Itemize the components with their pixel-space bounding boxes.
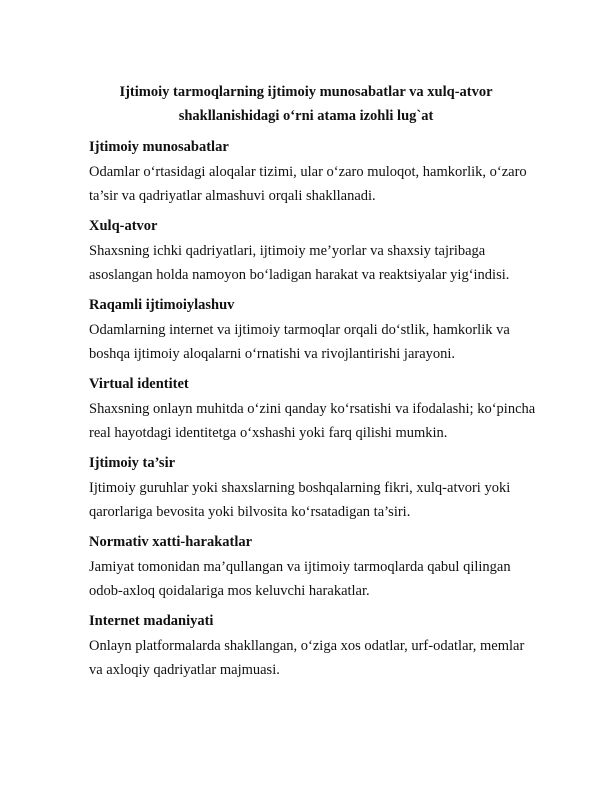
definition-line: va axloqiy qadriyatlar majmuasi. <box>89 662 280 678</box>
glossary-definition <box>89 397 536 445</box>
glossary-entry <box>89 215 529 287</box>
definition-line: boshqa ijtimoiy aloqalarni o‘rnatishi va rivojlantirishi jarayoni. <box>89 346 456 362</box>
title-line-2: shakllanishidagi o‘rni atama izohli lug`at <box>178 108 434 124</box>
glossary-entry <box>89 610 529 682</box>
page-title <box>0 80 612 128</box>
glossary-definition <box>89 476 529 524</box>
glossary-term: Raqamli ijtimoiylashuv <box>89 297 235 313</box>
glossary-term: Ijtimoiy munosabatlar <box>89 139 229 155</box>
definition-line: Odamlarning internet va ijtimoiy tarmoqlar orqali do‘stlik, hamkorlik va <box>89 322 510 338</box>
glossary-definition <box>89 160 529 208</box>
definition-line: Ijtimoiy guruhlar yoki shaxslarning boshqalarning fikri, xulq-atvori yoki <box>89 480 511 496</box>
definition-line: qarorlariga bevosita yoki bilvosita ko‘rsatadigan ta’siri. <box>89 504 411 520</box>
glossary-term: Internet madaniyati <box>89 613 214 629</box>
glossary-definition <box>89 318 529 366</box>
definition-line: ta’sir va qadriyatlar almashuvi orqali shakllanadi. <box>89 188 376 204</box>
definition-line: asoslangan holda namoyon bo‘ladigan harakat va reaktsiyalar yig‘indisi. <box>89 267 510 283</box>
definition-line: Shaxsning ichki qadriyatlari, ijtimoiy me’yorlar va shaxsiy tajribaga <box>89 243 486 259</box>
glossary-definition <box>89 634 529 682</box>
definition-line: Odamlar o‘rtasidagi aloqalar tizimi, ular o‘zaro muloqot, hamkorlik, o‘zaro <box>89 164 527 180</box>
definition-line: Onlayn platformalarda shakllangan, o‘ziga xos odatlar, urf-odatlar, memlar <box>89 638 525 654</box>
definition-line: odob-axloq qoidalariga mos keluvchi harakatlar. <box>89 583 370 599</box>
glossary-term: Virtual identitet <box>89 376 189 392</box>
definition-line: real hayotdagi identitetga o‘xshashi yoki farq qilishi mumkin. <box>89 425 448 441</box>
glossary-entry <box>89 452 529 524</box>
glossary-term: Xulq-atvor <box>89 218 158 234</box>
glossary-entry <box>89 136 529 208</box>
glossary-entry <box>89 373 536 445</box>
glossary-term: Normativ xatti-harakatlar <box>89 534 253 550</box>
glossary-term: Ijtimoiy ta’sir <box>89 455 176 471</box>
title-line-1: Ijtimoiy tarmoqlarning ijtimoiy munosabatlar va xulq-atvor <box>119 84 493 100</box>
glossary-entry <box>89 531 529 603</box>
glossary-entry <box>89 294 529 366</box>
glossary-definition <box>89 555 529 603</box>
glossary-definition <box>89 239 529 287</box>
definition-line: Jamiyat tomonidan ma’qullangan va ijtimoiy tarmoqlarda qabul qilingan <box>89 559 511 575</box>
glossary-entries <box>89 136 536 689</box>
definition-line: Shaxsning onlayn muhitda o‘zini qanday ko‘rsatishi va ifodalashi; ko‘pincha <box>89 401 536 417</box>
